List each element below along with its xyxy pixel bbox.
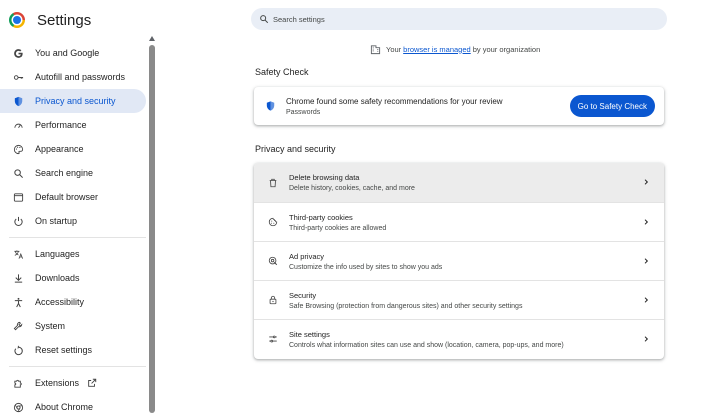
sidebar-item-search-engine[interactable] [0, 161, 146, 185]
shield-icon [11, 94, 25, 108]
download-icon [11, 271, 25, 285]
sidebar [0, 0, 160, 415]
row-subtitle: Safe Browsing (protection from dangerous sites) and other security settings [289, 302, 523, 310]
privacy-card [254, 163, 664, 359]
page-title: Settings [37, 11, 92, 29]
sidebar-scrollbar[interactable] [149, 36, 155, 415]
sidebar-item-label: Search engine [35, 168, 94, 178]
search-bar[interactable] [251, 8, 667, 30]
sidebar-nav [0, 41, 146, 415]
row-title: Third-party cookies [289, 212, 353, 222]
managed-suffix: by your organization [472, 44, 541, 54]
sidebar-item-label: Privacy and security [35, 96, 116, 106]
building-icon [370, 44, 381, 55]
row-title: Ad privacy [289, 251, 325, 261]
browser-managed-link[interactable]: browser is managed [403, 44, 471, 54]
sidebar-item-appearance[interactable] [0, 137, 146, 161]
sidebar-item-default-browser[interactable] [0, 185, 146, 209]
cookie-icon [266, 217, 280, 227]
key-icon [11, 70, 25, 84]
sidebar-item-label: Autofill and passwords [35, 72, 126, 82]
sidebar-item-label: Default browser [35, 192, 99, 202]
row-ad-privacy[interactable] [254, 241, 664, 280]
row-subtitle: Delete history, cookies, cache, and more [289, 185, 415, 192]
google-g-icon [11, 46, 25, 60]
search-input[interactable] [273, 15, 653, 24]
sidebar-item-label: System [35, 321, 66, 331]
sidebar-item-about-chrome[interactable] [0, 395, 146, 415]
sidebar-item-you-and-google[interactable] [0, 41, 146, 65]
sidebar-item-label: About Chrome [35, 402, 94, 412]
chevron-right-icon [642, 257, 650, 265]
sidebar-item-extensions[interactable] [0, 371, 146, 395]
ad-privacy-icon [266, 256, 280, 266]
row-third-party-cookies[interactable] [254, 202, 664, 241]
managed-prefix: Your [386, 44, 402, 54]
row-subtitle: Customize the info used by sites to show you ads [289, 263, 443, 271]
safety-check-heading: Safety Check [255, 67, 309, 77]
row-title: Security [289, 290, 317, 300]
chrome-icon [11, 400, 25, 414]
safety-check-title: Chrome found some safety recommendations for your review [286, 96, 503, 106]
external-link-icon [87, 378, 97, 388]
puzzle-icon [11, 376, 25, 390]
sidebar-item-downloads[interactable] [0, 266, 146, 290]
sidebar-item-label: You and Google [35, 48, 100, 58]
scroll-up-arrow-icon[interactable] [149, 36, 155, 41]
row-title: Delete browsing data [289, 173, 360, 182]
reset-icon [11, 343, 25, 357]
safety-check-card [254, 87, 664, 125]
scrollbar-thumb[interactable] [149, 45, 155, 413]
sidebar-item-label: Accessibility [35, 297, 85, 307]
accessibility-icon [11, 295, 25, 309]
privacy-section-heading: Privacy and security [255, 144, 336, 154]
palette-icon [11, 142, 25, 156]
row-subtitle: Third-party cookies are allowed [289, 224, 387, 232]
power-icon [11, 214, 25, 228]
trash-icon [266, 178, 280, 188]
chrome-logo-icon [9, 12, 25, 28]
sliders-icon [266, 334, 280, 344]
row-security[interactable] [254, 280, 664, 319]
sidebar-item-privacy[interactable] [0, 89, 146, 113]
sidebar-item-label: Appearance [35, 144, 84, 154]
sidebar-item-languages[interactable] [0, 242, 146, 266]
speedometer-icon [11, 118, 25, 132]
search-icon [11, 166, 25, 180]
chevron-right-icon [642, 218, 650, 226]
chevron-right-icon [642, 296, 650, 304]
safety-check-subtitle: Passwords [286, 108, 321, 116]
chevron-right-icon [642, 178, 650, 186]
safety-shield-icon [263, 99, 277, 113]
chevron-right-icon [642, 335, 650, 343]
browser-window-icon [11, 190, 25, 204]
sidebar-item-system[interactable] [0, 314, 146, 338]
sidebar-item-accessibility[interactable] [0, 290, 146, 314]
sidebar-item-label: Performance [35, 120, 87, 130]
sidebar-divider [9, 366, 146, 367]
wrench-icon [11, 319, 25, 333]
search-icon [259, 14, 269, 24]
go-to-safety-check-button[interactable]: Go to Safety Check [570, 95, 655, 117]
row-delete-browsing-data[interactable] [254, 163, 664, 202]
translate-icon [11, 247, 25, 261]
lock-icon [266, 295, 280, 305]
row-site-settings[interactable] [254, 319, 664, 358]
row-subtitle: Controls what information sites can use and show (location, camera, pop-ups, and more) [289, 341, 564, 349]
sidebar-item-label: Languages [35, 249, 80, 259]
sidebar-item-label: On startup [35, 216, 78, 226]
sidebar-item-on-startup[interactable] [0, 209, 146, 233]
sidebar-item-performance[interactable] [0, 113, 146, 137]
sidebar-divider [9, 237, 146, 238]
row-title: Site settings [289, 329, 330, 339]
sidebar-item-label: Extensions [35, 378, 80, 388]
sidebar-item-autofill[interactable] [0, 65, 146, 89]
settings-header [9, 10, 91, 30]
managed-notice [370, 43, 540, 55]
sidebar-item-label: Reset settings [35, 345, 93, 355]
sidebar-item-label: Downloads [35, 273, 80, 283]
sidebar-item-reset-settings[interactable] [0, 338, 146, 362]
